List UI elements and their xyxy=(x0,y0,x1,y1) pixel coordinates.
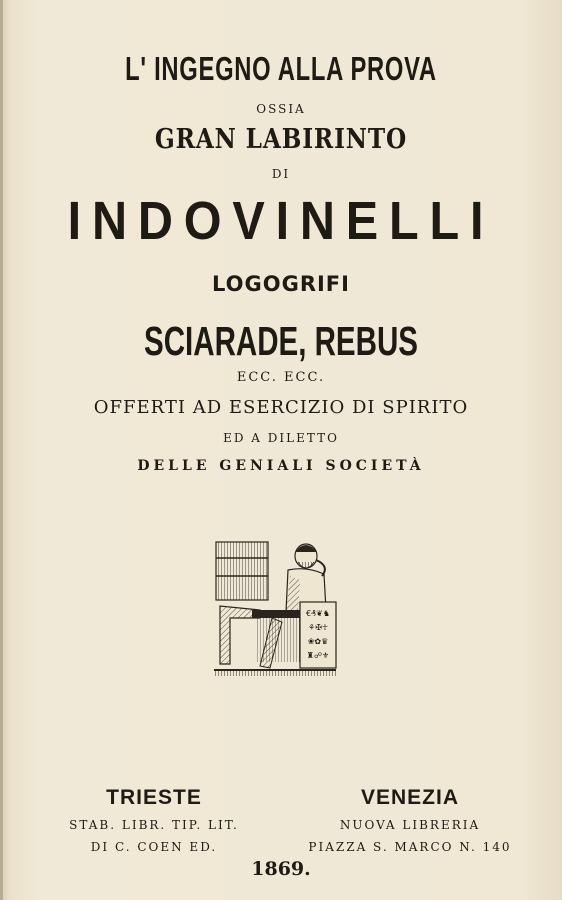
imprint-venezia xyxy=(290,786,530,854)
engraving-man-at-desk-with-rebus-icon xyxy=(212,536,338,678)
imprint-venezia-line-2: PIAZZA S. MARCO N. 140 xyxy=(308,840,512,854)
title-line-1: L' INGEGNO ALLA PROVA xyxy=(125,50,437,87)
binding-edge xyxy=(0,0,3,900)
imprint-trieste-line-1: STAB. LIBR. TIP. LIT. xyxy=(69,818,239,832)
imprint-venezia-line-1: NUOVA LIBRERIA xyxy=(339,818,481,832)
title-line-3: INDOVINELLI xyxy=(67,191,495,251)
di-text: DI xyxy=(271,167,291,181)
title-line-5: SCIARADE, REBUS xyxy=(144,318,418,364)
rebus-line: ⚘✠☥ xyxy=(308,623,328,632)
title-line-4: LOGOGRIFI xyxy=(212,272,350,296)
imprint-city-trieste: TRIESTE xyxy=(106,786,202,809)
rebus-line: ❀✿♛ xyxy=(307,637,329,646)
title-line-2: GRAN LABIRINTO xyxy=(154,124,408,155)
dedication-line-1: OFFERTI AD ESERCIZIO DI SPIRITO xyxy=(93,397,469,418)
imprint-trieste-line-2: DI C. COEN ED. xyxy=(90,840,218,854)
publication-year: 1869. xyxy=(251,858,311,880)
ossia-text: OSSIA xyxy=(256,102,306,116)
dedication-line-2: ED A DILETTO xyxy=(223,431,339,445)
dedication-line-3: DELLE GENIALI SOCIETÀ xyxy=(137,458,425,474)
ecc-text: ECC. ECC. xyxy=(236,370,326,385)
imprint-trieste xyxy=(44,786,264,854)
rebus-line: ♜☍⚜ xyxy=(306,651,330,660)
imprint-city-venezia: VENEZIA xyxy=(360,786,459,809)
rebus-line: €₰❦♞ xyxy=(305,609,331,618)
